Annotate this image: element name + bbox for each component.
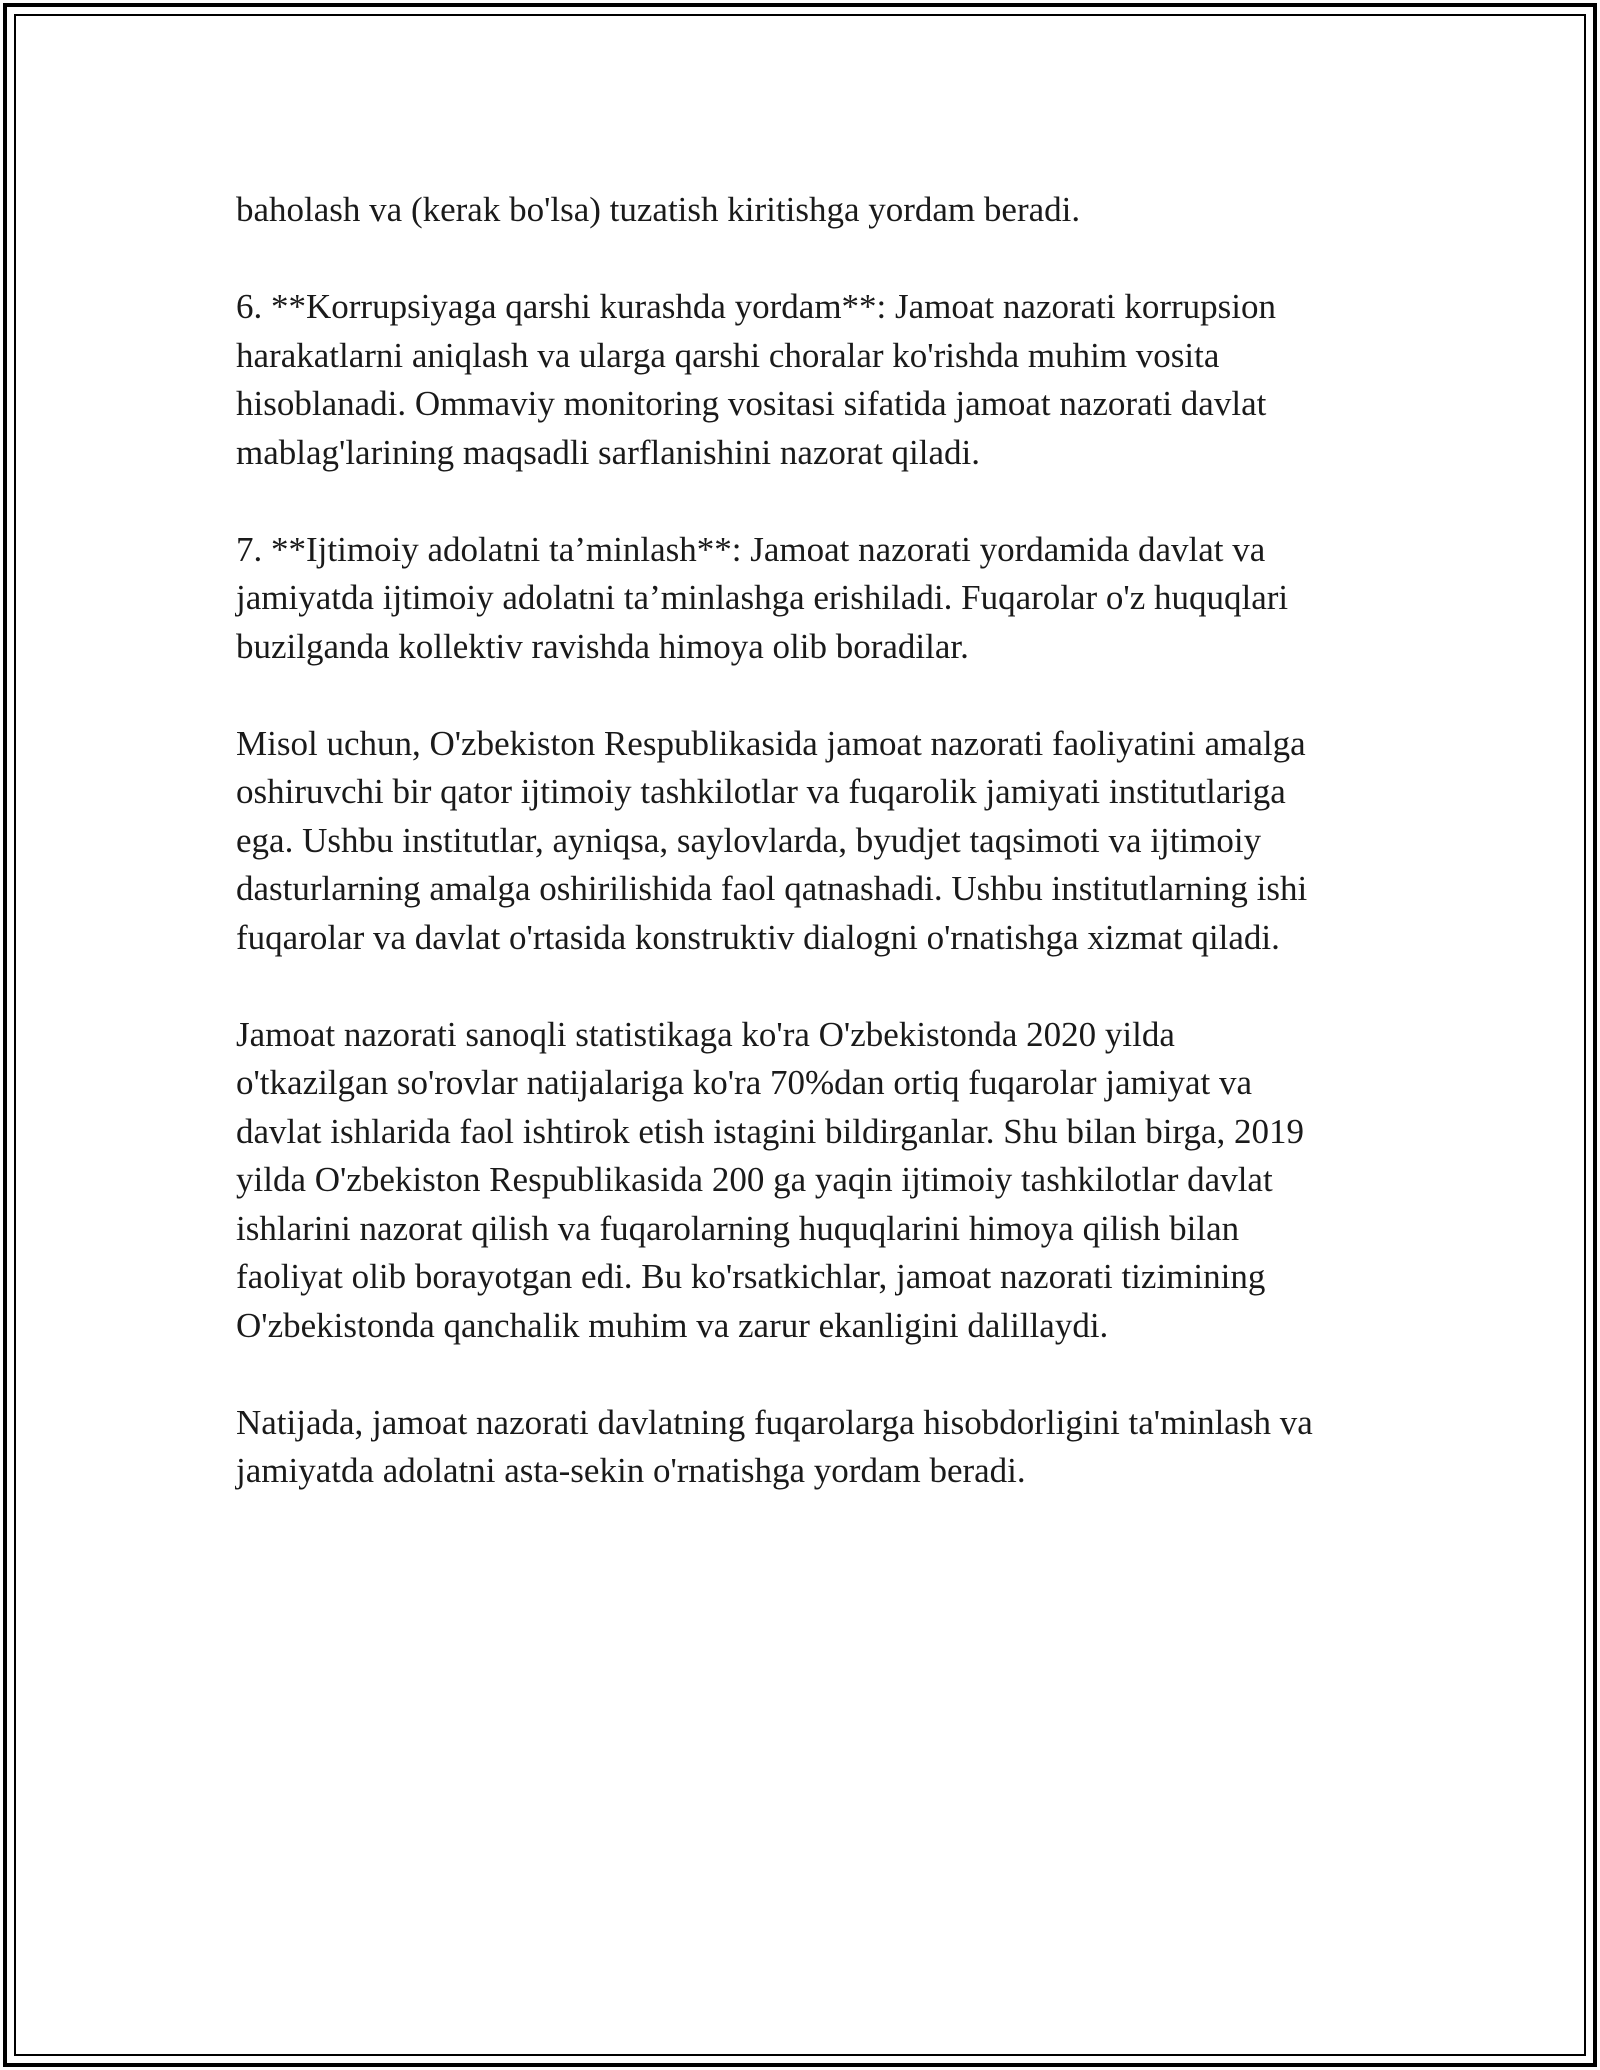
paragraph-statistics: Jamoat nazorati sanoqli statistikaga ko'ra O'zbekistonda 2020 yilda o'tkazilgan so'rovlar natijalariga ko'ra 70%dan ortiq fuqarolar jamiyat va davlat ishlarida faol ishtirok etish istagini bildirganlar. Shu bilan birga, 2019 yilda O'zbekiston Respublikasida 200 ga yaqin ijtimoiy tashkilotlar davlat ishlarini nazorat qilish va fuqarolarning huquqlarini himoya qilish bilan faoliyat olib borayotgan edi. Bu ko'rsatkichlar, jamoat nazorati tizimining O'zbekistonda qanchalik muhim va zarur ekanligini dalillaydi.	[236, 1014, 1304, 1345]
paragraph-conclusion: Natijada, jamoat nazorati davlatning fuqarolarga hisobdorligini ta'minlash va jamiyatda adolatni asta-sekin o'rnatishga yordam beradi.	[236, 1402, 1313, 1490]
paragraph-example-uzbekistan: Misol uchun, O'zbekiston Respublikasida jamoat nazorati faoliyatini amalga oshiruvchi bir qator ijtimoiy tashkilotlar va fuqarolik jamiyati institutlariga ega. Ushbu institutlar, ayniqsa, saylovlarda, byudjet taqsimoti va ijtimoiy dasturlarning amalga oshirilishida faol qatnashadi. Ushbu institutlarning ishi fuqarolar va davlat o'rtasida konstruktiv dialogni o'rnatishga xizmat qiladi.	[236, 723, 1308, 957]
document-body	[236, 186, 1386, 1544]
paragraph-item-7-social-justice: 7. **Ijtimoiy adolatni ta’minlash**: Jamoat nazorati yordamida davlat va jamiyatda ijtimoiy adolatni ta’minlashga erishiladi. Fuqarolar o'z huquqlari buzilganda kollektiv ravishda himoya olib boradilar.	[236, 529, 1289, 666]
paragraph-item-6-corruption: 6. **Korrupsiyaga qarshi kurashda yordam**: Jamoat nazorati korrupsion harakatlarni aniqlash va ularga qarshi choralar ko'rishda muhim vosita hisoblanadi. Ommaviy monitoring vositasi sifatida jamoat nazorati davlat mablag'larining maqsadli sarflanishini nazorat qiladi.	[236, 287, 1277, 472]
paragraph-continuation: baholash va (kerak bo'lsa) tuzatish kiritishga yordam beradi.	[236, 190, 1081, 229]
